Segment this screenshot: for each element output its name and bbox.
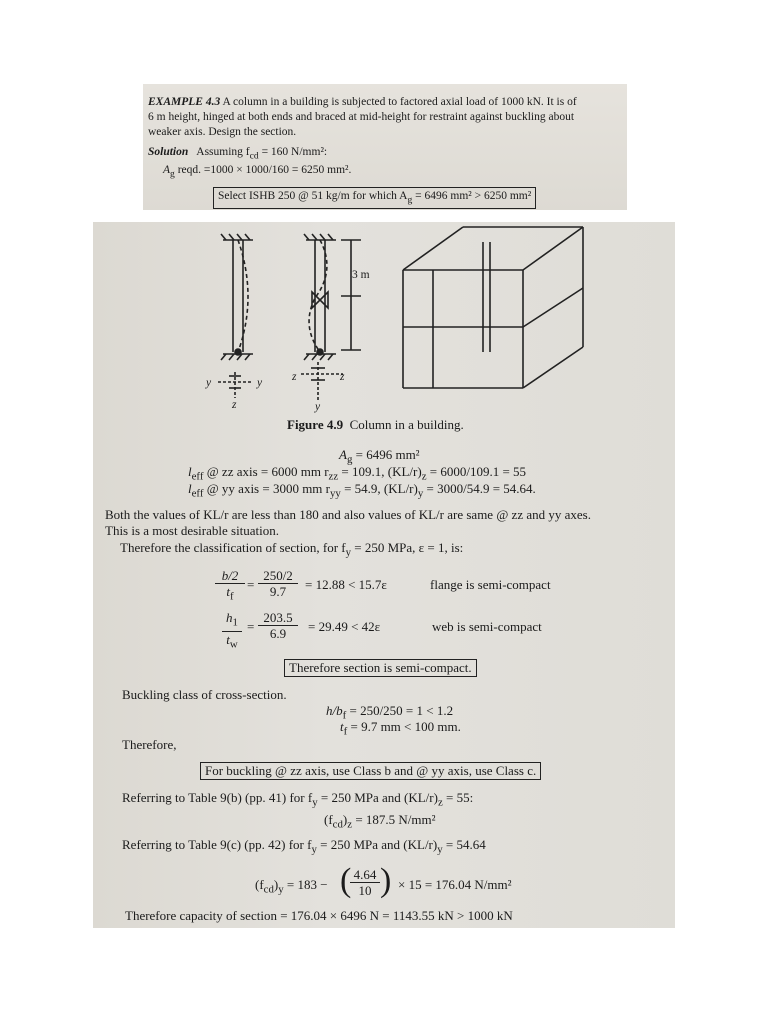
axis-y-left: y [206, 377, 212, 389]
section-semicompact-box: Therefore section is semi-compact. [284, 659, 477, 677]
web-lhs-fraction [222, 610, 242, 652]
zz-end: = 6000/109.1 = 55 [426, 464, 527, 479]
solution-line [148, 145, 327, 163]
column-figure [93, 222, 675, 402]
ag-sub: g [170, 168, 175, 180]
para-2-sub: y [345, 546, 352, 559]
buckling-class-box: For buckling @ zz axis, use Class b and @ yy axis, use Class c. [200, 762, 541, 780]
select-rest: = 6496 mm² > 6250 mm² [412, 190, 532, 202]
flange-result: = 12.88 < 15.7ε [305, 577, 387, 592]
web-lhs-num: h [226, 610, 233, 625]
capacity-line: Therefore capacity of section = 176.04 × 6496 N = 1143.55 kN > 1000 kN [125, 908, 513, 923]
ag-symbol-sub: g [346, 453, 353, 466]
example-text-1: A column in a building is subjected to factored axial load of 1000 kN. It is of [222, 96, 577, 108]
ref-table-9c [122, 838, 486, 857]
para-2-rest: = 250 MPa, ε = 1, is: [351, 540, 464, 555]
solution-sub: cd [249, 150, 259, 162]
zz-sub: zz [328, 470, 339, 483]
solution-text: Assuming f [196, 146, 250, 158]
axis-z-right: z [340, 371, 345, 383]
fcdy-num: 4.64 [350, 867, 380, 883]
para-2-text: Therefore the classification of section, for f [120, 540, 346, 555]
tf-line [340, 720, 461, 739]
tf-symbol: t [340, 719, 344, 734]
fcdz-open: (f [324, 812, 333, 827]
ref1-sub2: z [437, 796, 443, 809]
yy-sub2: y [417, 487, 424, 500]
web-note: web is semi-compact [432, 619, 542, 634]
flange-den: 9.7 [269, 584, 287, 599]
zz-sub2: z [421, 470, 427, 483]
hb-sub: f [342, 709, 347, 722]
fcdy-sub: cd [263, 883, 274, 896]
buckling-class-heading: Buckling class of cross-section. [122, 687, 287, 702]
fcdz-sub2: z [347, 818, 353, 831]
axis-z-bottom-1: z [232, 399, 237, 411]
ref-table-9b [122, 791, 473, 810]
caption-text: Column in a building. [349, 417, 464, 432]
fcdz-sub: cd [332, 818, 343, 831]
yy-sub: yy [330, 487, 341, 500]
axis-z-left: z [292, 371, 297, 383]
ref1-text: Referring to Table 9(b) (pp. 41) for f [122, 790, 313, 805]
ref1-rest: = 250 MPa and (KL/r) [317, 790, 438, 805]
flange-note: flange is semi-compact [430, 577, 551, 592]
para-1a: Both the values of KL/r are less than 180 and also values of KL/r are same @ zz and yy axes. [105, 507, 591, 522]
ref1-sub: y [312, 796, 318, 809]
paren-left: ( [340, 862, 352, 899]
axis-y-bottom-2: y [315, 401, 321, 413]
web-num: 203.5 [258, 610, 298, 626]
web-fraction [258, 610, 298, 641]
ag-text: reqd. =1000 × 1000/160 = 6250 mm². [174, 164, 352, 176]
fcdz-close: ) [342, 812, 348, 827]
tf-rest: = 9.7 mm < 100 mm. [347, 719, 461, 734]
yy-line [188, 482, 536, 501]
ref2-end: = 54.64 [442, 837, 486, 852]
fcdy-close: ) [273, 877, 279, 892]
ref2-rest: = 250 MPa and (KL/r) [316, 837, 438, 852]
ref2-sub2: y [437, 843, 443, 856]
flange-lhs-den: t [226, 584, 230, 599]
leff-yy-sub: eff [191, 487, 204, 500]
caption-label: Figure 4.9 [287, 417, 344, 432]
figure-caption [287, 418, 464, 432]
zz-rest: = 109.1, (KL/r) [338, 464, 422, 479]
tf-sub: f [343, 725, 348, 738]
axis-y-right: y [257, 377, 263, 389]
example-label: EXAMPLE 4.3 [148, 96, 221, 108]
fcdz-rest: = 187.5 N/mm² [352, 812, 436, 827]
hb-rest: = 250/250 = 1 < 1.2 [346, 703, 454, 718]
ag-prefix: A [163, 164, 171, 176]
para-1b: This is a most desirable situation. [105, 523, 280, 538]
web-lhs-den-sub: w [229, 638, 238, 651]
fcdy-sub2: y [278, 883, 284, 896]
web-eq: = [247, 619, 255, 634]
ag-symbol: A [339, 447, 347, 462]
flange-lhs-fraction [215, 568, 245, 605]
select-sub: g [407, 194, 413, 206]
paren-right: ) [380, 862, 392, 899]
ref1-end: = 55: [442, 790, 474, 805]
ag-value: = 6496 mm² [352, 447, 420, 462]
solution-rest: = 160 N/mm²: [258, 146, 328, 158]
flange-lhs-num: b/2 [215, 568, 245, 584]
fcdy-eq: = 183 − [283, 877, 328, 892]
web-result: = 29.49 < 42ε [308, 619, 381, 634]
ag-required-line [163, 163, 351, 181]
hb-symbol: h/b [326, 703, 343, 718]
web-lhs-num-sub: 1 [232, 616, 238, 629]
yy-end: = 3000/54.9 = 54.64. [423, 481, 536, 496]
ref2-text: Referring to Table 9(c) (pp. 42) for f [122, 837, 312, 852]
select-section-box [213, 187, 536, 209]
leff-zz-sub: eff [191, 470, 204, 483]
ref2-sub: y [311, 843, 317, 856]
flange-num: 250/2 [258, 568, 298, 584]
web-lhs-den: t [226, 631, 230, 647]
para-2 [120, 541, 463, 560]
example-line-1 [148, 95, 577, 109]
select-text: Select ISHB 250 @ 51 kg/m for which A [218, 190, 408, 202]
fcdy-result: × 15 = 176.04 N/mm² [398, 877, 512, 892]
zz-text: @ zz axis = 6000 mm r [206, 464, 329, 479]
solution-label: Solution [148, 146, 189, 158]
therefore-label: Therefore, [122, 737, 177, 752]
leff-yy: l [188, 481, 192, 496]
frame-top [403, 227, 583, 270]
yy-rest: = 54.9, (KL/r) [340, 481, 418, 496]
flange-fraction [258, 568, 298, 599]
yy-text: @ yy axis = 3000 mm r [206, 481, 330, 496]
fcdy-fraction [350, 867, 380, 898]
web-den: 6.9 [269, 626, 287, 641]
leff-zz: l [188, 464, 192, 479]
fcd-z-line [324, 813, 436, 832]
fcdy-den: 10 [358, 883, 372, 898]
fcd-y-lhs [255, 878, 328, 897]
flange-eq: = [247, 577, 255, 592]
example-line-3: weaker axis. Design the section. [148, 126, 297, 138]
fcdy-open: (f [255, 877, 264, 892]
example-line-2: 6 m height, hinged at both ends and braced at mid-height for restraint against buckling about [148, 111, 575, 123]
flange-lhs-den-sub: f [230, 590, 234, 603]
dim-label: 3 m [352, 269, 370, 281]
